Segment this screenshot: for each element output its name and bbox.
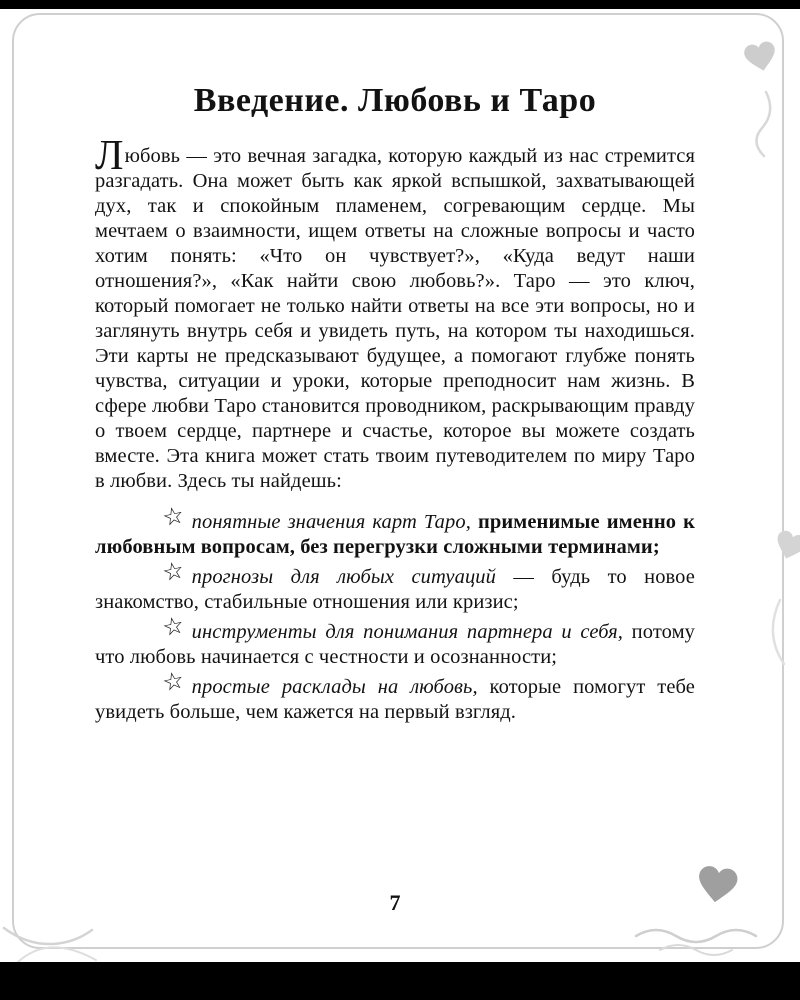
list-item xyxy=(95,612,695,670)
star-icon: ☆ xyxy=(160,502,187,533)
feature-list xyxy=(95,502,696,725)
squiggle-line xyxy=(18,947,96,962)
top-frame-bar xyxy=(0,0,800,9)
list-item-text: потому что любовь начинается с честности и осознанности; xyxy=(95,621,695,668)
page-number: 7 xyxy=(389,890,401,915)
list-item xyxy=(95,557,695,615)
list-item-lead: инструменты для понимания партнера и себя, xyxy=(191,621,624,643)
list-item-text: которые помогут тебе увидеть больше, чем кажется на первый взгляд. xyxy=(95,676,696,723)
paragraph-text: юбовь — это вечная загадка, которую каждый из нас стремится разгадать. Она может быть как яркой вспышкой, захватывающей дух, так и спокойным пламенем, согревающим сердце. Мы мечтаем о взаимности, ищем ответы на сложные вопросы и часто хотим понять: «Что он чувствует?», «Куда ведут наши отношения?», «Как найти свою любовь?». Таро — это ключ, который помогает не только найти ответы на все эти вопросы, но и заглянуть внутрь себя и увидеть путь, на котором ты находишься. Эти карты не предсказывают будущее, а помогают глубже понять чувства, ситуации и уроки, которые преподносит нам жизнь. В сфере любви Таро становится проводником, раскрывающим правду о твоем сердце, партнере и счастье, которое вы можете создать вместе. Эта книга может стать твоим путеводителем по миру Таро в любви. Здесь ты найдешь: xyxy=(95,145,695,492)
drop-cap: Л xyxy=(95,133,124,179)
page-content xyxy=(95,82,695,730)
star-icon: ☆ xyxy=(160,612,187,643)
list-item xyxy=(95,667,696,725)
page-title: Введение. Любовь и Таро xyxy=(193,82,597,119)
list-item-lead: прогнозы для любых ситуаций xyxy=(191,566,496,588)
star-icon: ☆ xyxy=(160,667,187,698)
star-icon: ☆ xyxy=(160,557,187,588)
list-item-text: применимые именно к любовным вопросам, без перегрузки сложными терминами; xyxy=(95,511,695,558)
bottom-frame-bar xyxy=(0,962,800,1000)
list-item-lead: простые расклады на любовь, xyxy=(191,676,478,698)
list-item-lead: понятные значения карт Таро, xyxy=(191,511,471,533)
intro-paragraph xyxy=(95,133,695,494)
list-item-text: — будь то новое знакомство, стабильные отношения или кризис; xyxy=(95,566,695,613)
list-item xyxy=(95,502,695,560)
